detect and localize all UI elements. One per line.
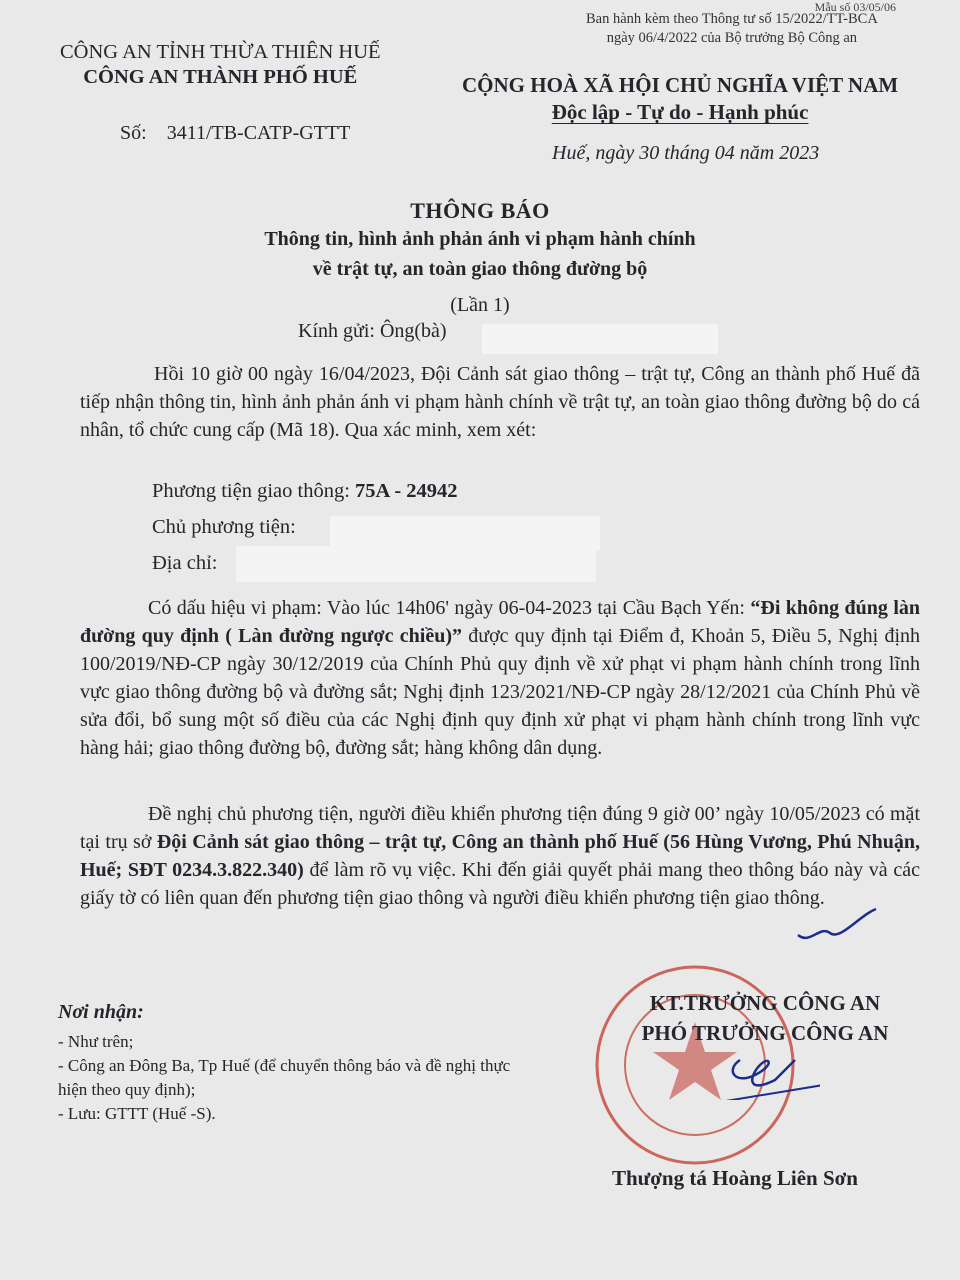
vehicle-field <box>152 480 458 503</box>
paragraph-violation <box>80 594 920 762</box>
paragraph-intro: Hồi 10 giờ 00 ngày 16/04/2023, Đội Cảnh sát giao thông – trật tự, Công an thành phố Huế đã tiếp nhận thông tin, hình ảnh phản ánh vi phạm hành chính về trật tự, an toàn giao thông đường bộ do cá nhân, tổ chức cung cấp (Mã 18). Qua xác minh, xem xét: <box>80 363 920 441</box>
nation-name: CỘNG HOÀ XÃ HỘI CHỦ NGHĨA VIỆT NAM <box>462 73 899 97</box>
violation-description: “Đi không đúng làn đường quy định ( Làn đường ngược chiều)” <box>80 597 920 647</box>
recipient-item: - Như trên; <box>58 1032 134 1051</box>
document-title: THÔNG BÁO <box>410 198 550 223</box>
form-number: Mẫu số 03/05/06 <box>814 0 896 14</box>
summons-lead: Đề nghị chủ phương tiện, người điều khiển phương tiện đúng 9 giờ 00’ ngày 10/05/2023 có mặt tại trụ sở <box>80 803 920 853</box>
document-number-label: Số: <box>120 122 147 144</box>
signer-title-line2: PHÓ TRƯỞNG CÔNG AN <box>641 1021 889 1045</box>
pen-mark-icon <box>790 905 880 945</box>
notice-round: (Lần 1) <box>450 294 510 316</box>
handwritten-signature-icon <box>700 1040 820 1100</box>
redacted-address <box>236 546 596 582</box>
agency-parent: CÔNG AN TỈNH THỪA THIÊN HUẾ <box>60 41 381 63</box>
redacted-addressee <box>482 324 718 354</box>
paragraph-summons <box>80 800 920 912</box>
redacted-owner <box>330 516 600 550</box>
issuance-note-line1: Ban hành kèm theo Thông tư số 15/2022/TT-BCA <box>586 11 878 27</box>
address-label: Địa chỉ: <box>152 552 218 574</box>
signer-title <box>605 988 925 1048</box>
recipients-block <box>58 1000 528 1126</box>
recipient-item: - Lưu: GTTT (Huế -S). <box>58 1104 216 1123</box>
addressee-label: Kính gửi: Ông(bà) <box>298 320 447 342</box>
issuing-agency <box>60 40 381 90</box>
document-subtitle-2: về trật tự, an toàn giao thông đường bộ <box>312 258 648 280</box>
summons-office: Đội Cảnh sát giao thông – trật tự, Công an thành phố Huế (56 Hùng Vương, Phú Nhuận, Huế; SĐT 0234.3.822.340) <box>80 831 920 881</box>
signer-title-line1: KT.TRƯỞNG CÔNG AN <box>649 991 881 1015</box>
owner-field <box>152 516 296 539</box>
violation-legal-basis: được quy định tại Điểm đ, Khoản 5, Điều 5, Nghị định 100/2019/NĐ-CP ngày 30/12/2019 của Chính Phủ quy định về xử phạt vi phạm hành chính trong lĩnh vực giao thông đường bộ và đường sắt; Nghị định 123/2021/NĐ-CP ngày 28/12/2021 của Chính Phủ về sửa đổi, bổ sung một số điều của các Nghị định quy định xử phạt vi phạm hành chính trong lĩnh vực hàng hải; giao thông đường bộ, đường sắt; hàng không dân dụng. <box>80 625 921 759</box>
address-field <box>152 552 217 575</box>
place-date: Huế, ngày 30 tháng 04 năm 2023 <box>552 142 820 164</box>
recipients-label: Nơi nhận: <box>58 1001 144 1023</box>
owner-label: Chủ phương tiện: <box>152 516 296 538</box>
national-motto: Độc lập - Tự do - Hạnh phúc <box>551 100 809 124</box>
issuance-note <box>586 10 878 48</box>
national-heading <box>462 72 898 126</box>
recipient-item: - Công an Đông Ba, Tp Huế (để chuyển thông báo và đề nghị thực hiện theo quy định); <box>58 1056 511 1099</box>
summons-instructions: để làm rõ vụ việc. Khi đến giải quyết phải mang theo thông báo này và các giấy tờ có liên quan đến phương tiện giao thông và người điều khiển phương tiện giao thông. <box>80 859 920 909</box>
violation-lead: Có dấu hiệu vi phạm: Vào lúc 14h06' ngày 06-04-2023 tại Cầu Bạch Yến: <box>148 597 751 619</box>
issuance-note-line2: ngày 06/4/2022 của Bộ trưởng Bộ Công an <box>606 30 858 46</box>
document-number <box>120 122 350 145</box>
document-subtitle-1: Thông tin, hình ảnh phản ánh vi phạm hành chính <box>264 228 696 250</box>
agency-name: CÔNG AN THÀNH PHỐ HUẾ <box>83 66 358 88</box>
signer-name: Thượng tá Hoàng Liên Sơn <box>612 1166 858 1190</box>
vehicle-label: Phương tiện giao thông: <box>152 480 356 502</box>
addressee-line <box>298 320 447 343</box>
document-number-value: 3411/TB-CATP-GTTT <box>166 122 351 144</box>
license-plate: 75A - 24942 <box>355 480 458 502</box>
